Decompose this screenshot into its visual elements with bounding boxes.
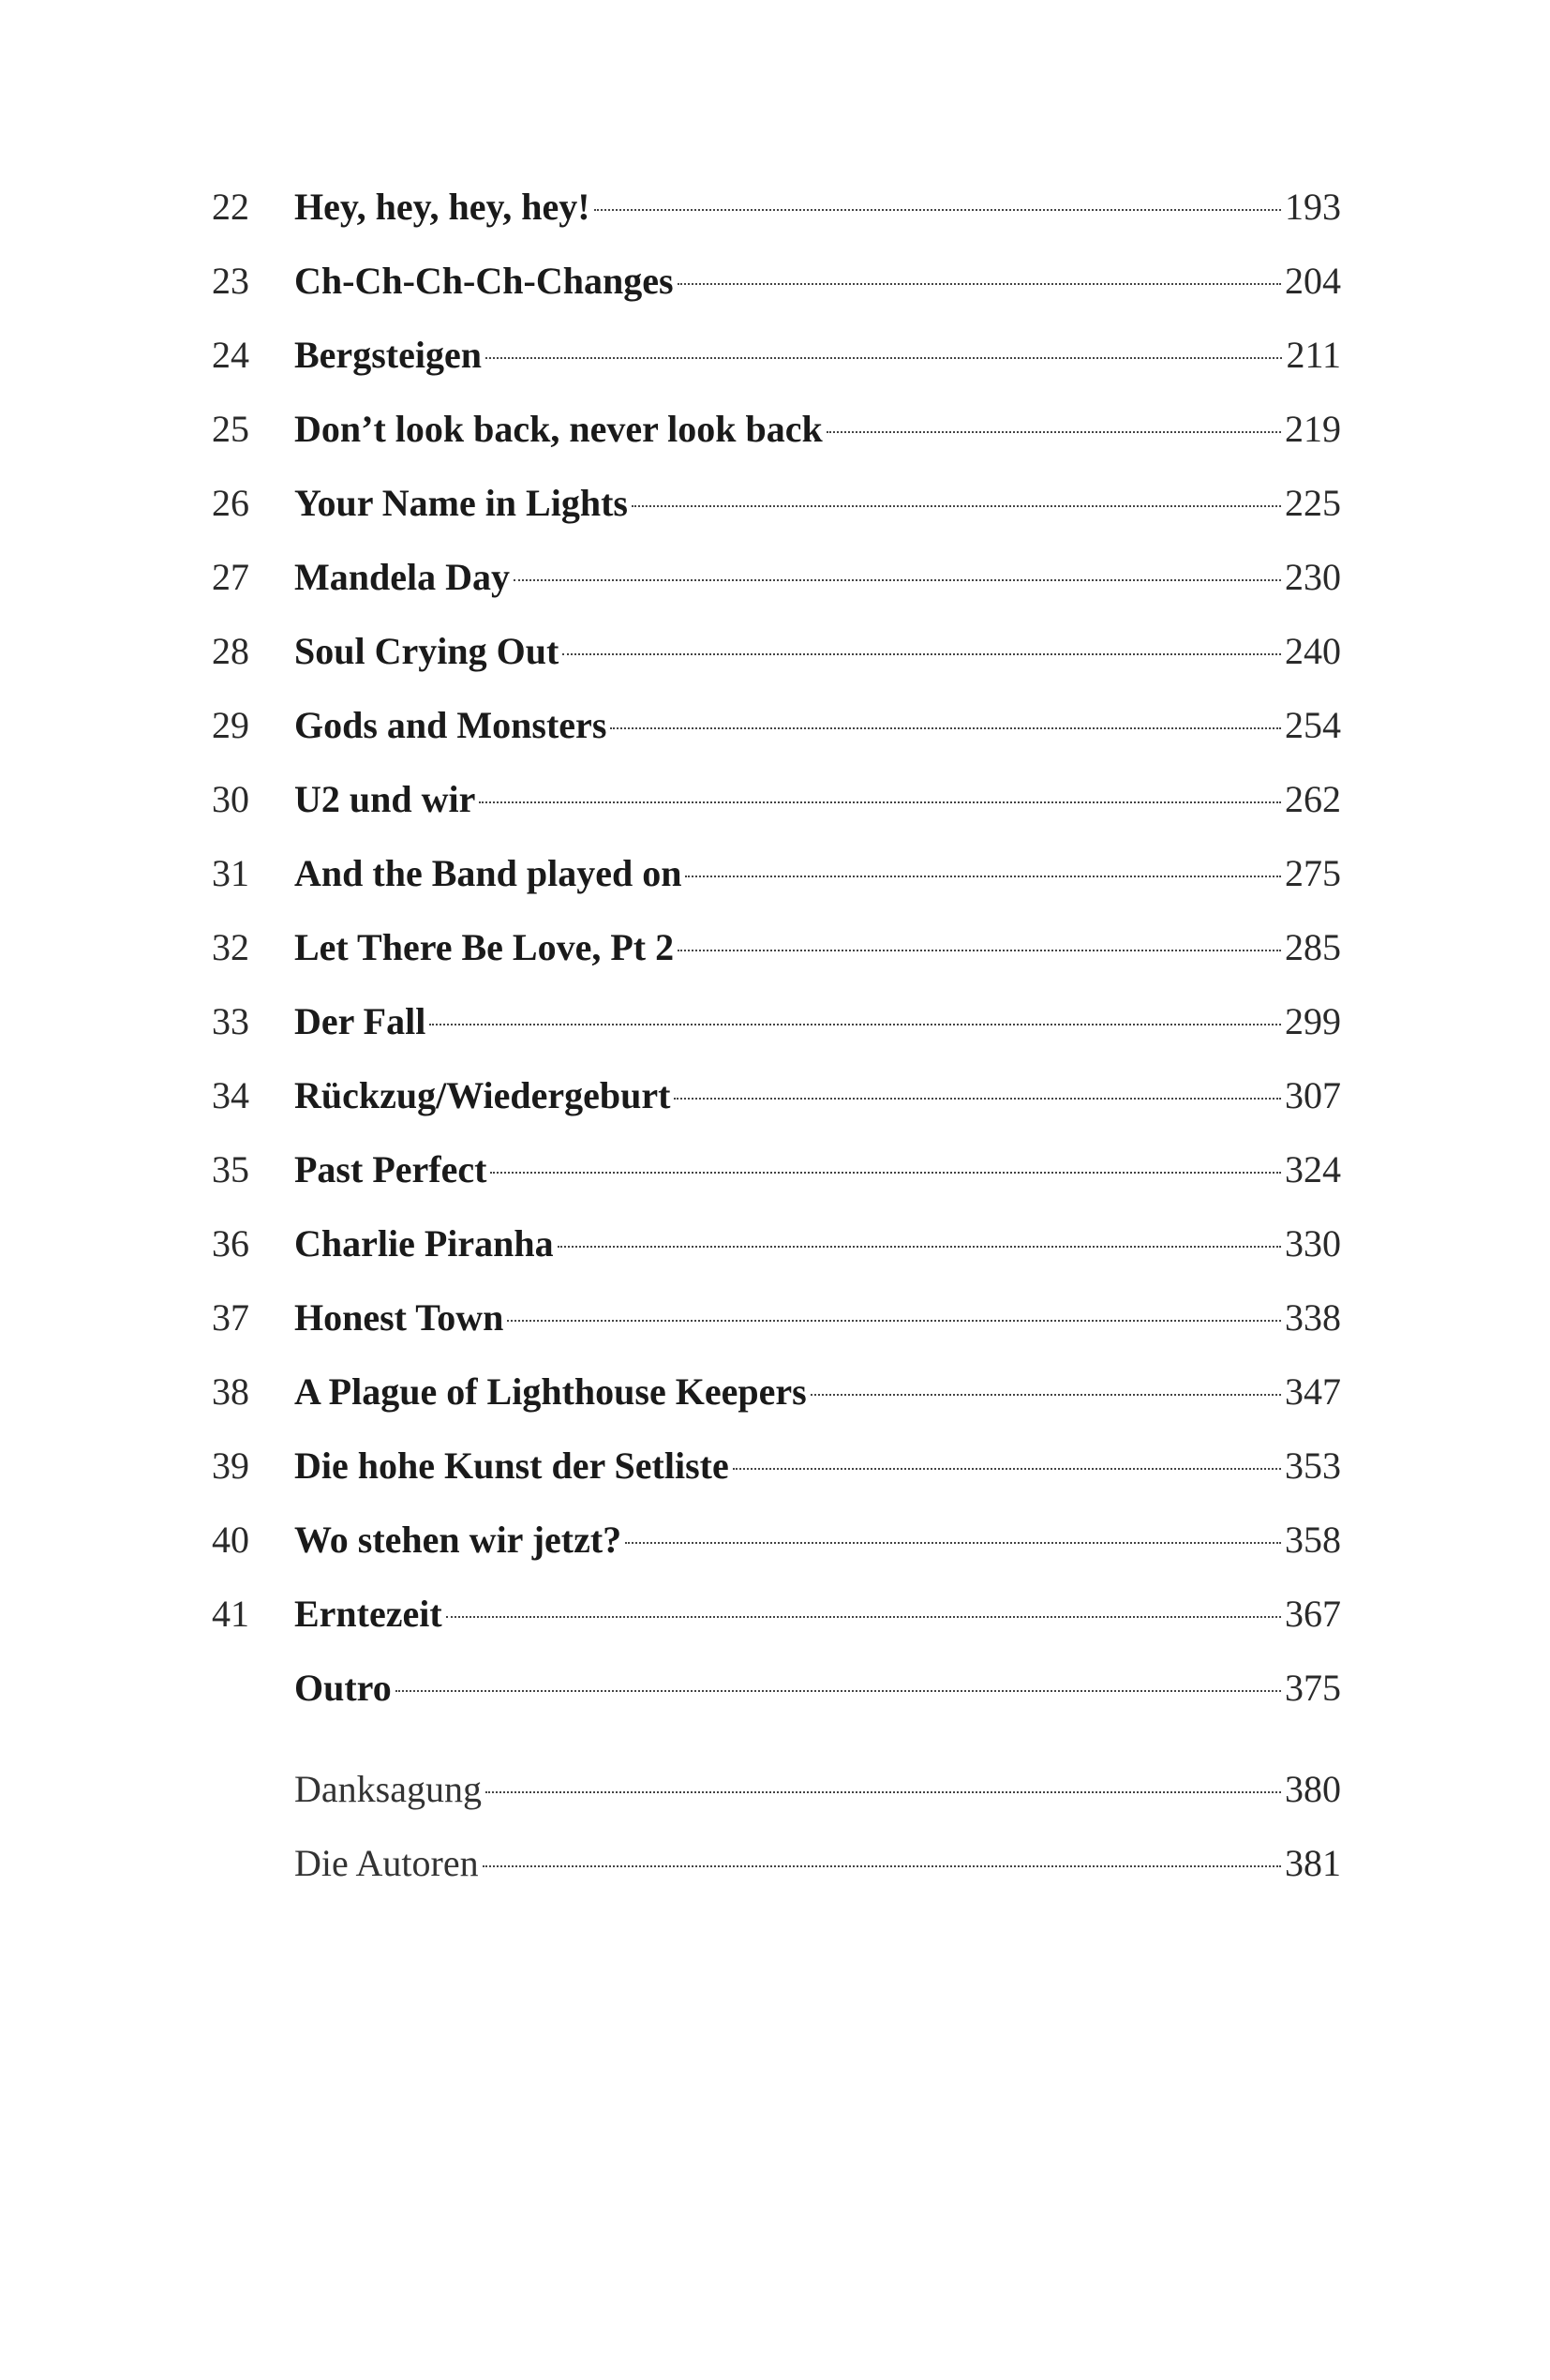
chapter-title: Hey, hey, hey, hey! [294, 186, 590, 228]
chapter-title: Wo stehen wir jetzt? [294, 1519, 622, 1561]
toc-entry-38[interactable] [212, 1363, 1341, 1421]
dot-leader [827, 431, 1281, 433]
dot-leader [678, 283, 1281, 285]
toc-entry-27[interactable] [212, 548, 1341, 606]
dot-leader [446, 1616, 1281, 1618]
page-number: 230 [1285, 556, 1341, 598]
chapter-title: Bergsteigen [294, 334, 482, 376]
back-matter-title: Die Autoren [294, 1842, 479, 1884]
page-number: 254 [1285, 704, 1341, 746]
chapter-title: U2 und wir [294, 778, 476, 820]
dot-leader [485, 357, 1283, 359]
toc-entry-40[interactable] [212, 1511, 1341, 1569]
dot-leader [562, 653, 1281, 655]
chapter-title: Ch-Ch-Ch-Ch-Changes [294, 260, 674, 302]
page-number: 211 [1286, 334, 1341, 376]
chapter-title: Der Fall [294, 1000, 426, 1042]
chapter-number: 26 [212, 482, 249, 524]
chapter-number: 39 [212, 1444, 249, 1487]
dot-leader [490, 1172, 1281, 1174]
dot-leader [507, 1320, 1281, 1322]
dot-leader [632, 505, 1281, 507]
dot-leader [429, 1024, 1281, 1025]
dot-leader [674, 1098, 1281, 1100]
page-number: 324 [1285, 1148, 1341, 1190]
page-number: 347 [1285, 1370, 1341, 1413]
toc-entry-26[interactable] [212, 474, 1341, 532]
toc-entry-28[interactable] [212, 622, 1341, 681]
dot-leader [395, 1690, 1281, 1692]
dot-leader [610, 727, 1281, 729]
toc-entry-34[interactable] [212, 1067, 1341, 1125]
chapter-number: 36 [212, 1222, 249, 1265]
chapter-title: Honest Town [294, 1296, 504, 1339]
toc-entry-die-autoren[interactable] [212, 1834, 1341, 1893]
toc-entry-33[interactable] [212, 993, 1341, 1051]
toc-entry-24[interactable] [212, 326, 1341, 384]
chapter-title: Soul Crying Out [294, 630, 559, 672]
page-number: 307 [1285, 1074, 1341, 1116]
chapter-number: 23 [212, 260, 249, 302]
toc-entry-35[interactable] [212, 1141, 1341, 1199]
chapter-number: 27 [212, 556, 249, 598]
chapter-title: Erntezeit [294, 1593, 442, 1635]
chapter-title: Gods and Monsters [294, 704, 607, 746]
dot-leader [594, 209, 1281, 211]
toc-entry-41[interactable] [212, 1585, 1341, 1643]
chapter-number: 40 [212, 1519, 249, 1561]
chapter-number: 37 [212, 1296, 249, 1339]
dot-leader [558, 1246, 1281, 1248]
dot-leader [625, 1542, 1281, 1544]
dot-leader [479, 801, 1281, 803]
chapter-number: 31 [212, 852, 249, 894]
chapter-number: 29 [212, 704, 249, 746]
page-number: 380 [1285, 1768, 1341, 1810]
chapter-title: Past Perfect [294, 1148, 487, 1190]
chapter-title: Die hohe Kunst der Setliste [294, 1444, 729, 1487]
toc-entry-32[interactable] [212, 919, 1341, 977]
chapter-title: Mandela Day [294, 556, 510, 598]
page-number: 240 [1285, 630, 1341, 672]
page-number: 358 [1285, 1519, 1341, 1561]
chapter-number: 30 [212, 778, 249, 820]
chapter-title: Rückzug/Wiedergeburt [294, 1074, 671, 1116]
page-number: 330 [1285, 1222, 1341, 1265]
toc-entry-30[interactable] [212, 771, 1341, 829]
toc-entry-22[interactable] [212, 178, 1341, 236]
chapter-number: 41 [212, 1593, 249, 1635]
page-number: 375 [1285, 1667, 1341, 1709]
toc-entry-29[interactable] [212, 696, 1341, 755]
toc-entry-danksagung[interactable] [212, 1760, 1341, 1819]
chapter-title: Your Name in Lights [294, 482, 628, 524]
chapter-title: Don’t look back, never look back [294, 408, 823, 450]
page-number: 275 [1285, 852, 1341, 894]
page-number: 204 [1285, 260, 1341, 302]
chapter-title: Outro [294, 1667, 392, 1709]
dot-leader [811, 1394, 1281, 1396]
dot-leader [678, 950, 1281, 951]
chapter-title: Charlie Piranha [294, 1222, 554, 1265]
chapter-number: 25 [212, 408, 249, 450]
chapter-title: A Plague of Lighthouse Keepers [294, 1370, 807, 1413]
page-number: 353 [1285, 1444, 1341, 1487]
page-number: 367 [1285, 1593, 1341, 1635]
dot-leader [483, 1865, 1281, 1867]
toc-entry-31[interactable] [212, 845, 1341, 903]
page-number: 299 [1285, 1000, 1341, 1042]
toc-entry-39[interactable] [212, 1437, 1341, 1495]
chapter-number: 35 [212, 1148, 249, 1190]
chapter-title: Let There Be Love, Pt 2 [294, 926, 675, 968]
toc-entry-outro[interactable] [212, 1659, 1341, 1717]
toc-entry-36[interactable] [212, 1215, 1341, 1273]
chapter-number: 22 [212, 186, 249, 228]
page-number: 381 [1285, 1842, 1341, 1884]
toc-entry-23[interactable] [212, 252, 1341, 310]
chapter-number: 28 [212, 630, 249, 672]
chapter-title: And the Band played on [294, 852, 682, 894]
toc-entry-25[interactable] [212, 400, 1341, 458]
dot-leader [514, 579, 1281, 581]
chapter-number: 24 [212, 334, 249, 376]
chapter-number: 33 [212, 1000, 249, 1042]
chapter-number: 34 [212, 1074, 249, 1116]
back-matter-title: Danksagung [294, 1768, 482, 1810]
toc-entry-37[interactable] [212, 1289, 1341, 1347]
page-number: 285 [1285, 926, 1341, 968]
page-number: 225 [1285, 482, 1341, 524]
page-number: 219 [1285, 408, 1341, 450]
dot-leader [685, 876, 1281, 877]
chapter-number: 32 [212, 926, 249, 968]
page-number: 338 [1285, 1296, 1341, 1339]
page-number: 262 [1285, 778, 1341, 820]
dot-leader [733, 1468, 1281, 1470]
page-number: 193 [1285, 186, 1341, 228]
chapter-number: 38 [212, 1370, 249, 1413]
dot-leader [485, 1791, 1281, 1793]
